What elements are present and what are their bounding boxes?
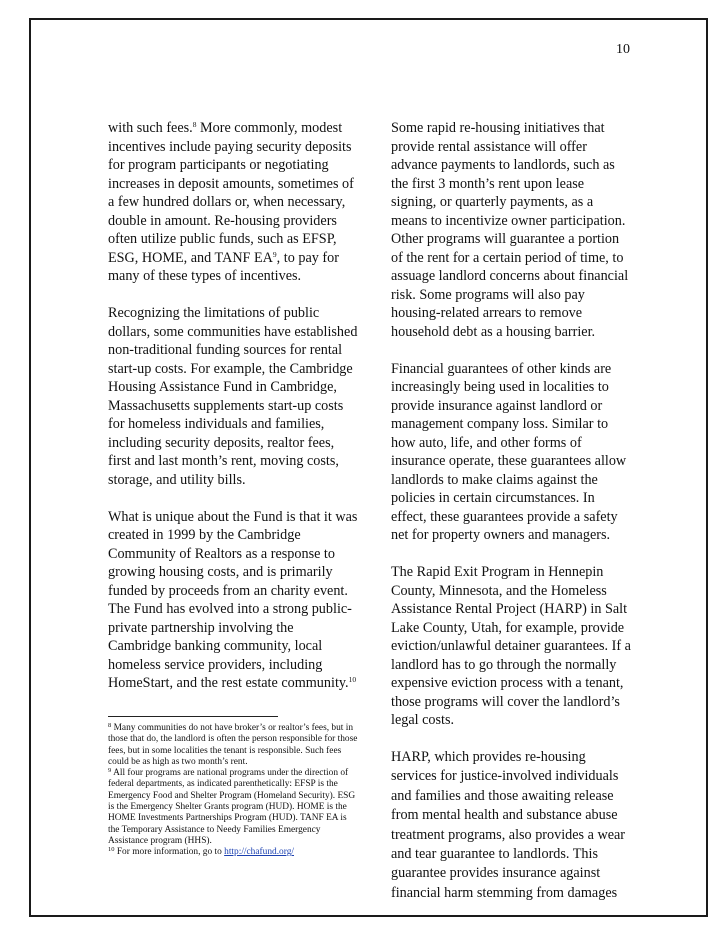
right-paragraph-3: The Rapid Exit Program in Hennepin County, Minnesota, and the Homeless Assistance Rental Project (HARP) in Salt Lake County, Utah, for example, provide eviction/unlawful detainer guarantees. If a landlord has to go through the normally expensive eviction process with a tenant, those programs will cover the landlord’s legal costs.	[391, 564, 631, 728]
right-column	[391, 119, 631, 922]
footnote-10: $^{10}$ For more information, go to http://chafund.org/	[108, 846, 294, 858]
footnote-divider	[108, 716, 278, 717]
right-paragraph-2: Financial guarantees of other kinds are increasingly being used in localities to provide insurance against landlord or management company loss. Similar to how auto, life, and other forms of insurance operate, these guarantees allow landlords to make claims against the policies in certain circumstances. In effect, these guarantees provide a safety net for property owners and managers.	[391, 360, 627, 543]
right-paragraph-4: HARP, which provides re-housing services for justice-involved individuals and families and those awaiting release from mental health and substance abuse treatment programs, also provides a wear and tear guarantee to landlords. This guarantee provides insurance against financial harm stemming from damages	[391, 749, 626, 901]
footnote-ref-8[interactable]: 8	[192, 120, 197, 129]
left-paragraph-3: What is unique about the Fund is that it was created in 1999 by the Cambridge Community of Realtors as a response to growing housing costs, and is primarily funded by proceeds from an charity event. The Fund has evolved into a strong public-private partnership involving the Cambridge banking community, local homeless service providers, including HomeStart, and the rest estate community.$^{10}$	[108, 508, 358, 691]
footnote-ref-10[interactable]: 10	[348, 675, 357, 684]
left-paragraph-1: with such fees.$^8$ More commonly, modest incentives include paying security deposits for program participants or negotiating increases in deposit amounts, sometimes of a few hundred dollars or, when necessary, double in amount. Re-housing providers often utilize public funds, such as EFSP, ESG, HOME, and TANF $EA^9$, to pay for many of these types of incentives.	[108, 120, 354, 284]
page-number: 10	[616, 42, 630, 57]
chafund-link[interactable]: http://chafund.org/	[224, 847, 294, 858]
footnotes	[108, 723, 360, 859]
footnote-8: $^8$ Many communities do not have broker’s or realtor’s fees, but in those that do, the landlord is often the person responsible for those fees, but in some localities the tenant is responsible. Such fees could be as high as two month’s rent.	[108, 722, 358, 767]
right-paragraph-1: Some rapid re-housing initiatives that provide rental assistance will offer advance payments to landlords, such as the first 3 month’s rent upon lease signing, or quarterly payments, as a means to incentivize owner participation. Other programs will guarantee a portion of the rent for a certain period of time, to assuage landlord concerns about financial risk. Some programs will also pay housing-related arrears to remove household debt as a housing barrier.	[391, 120, 629, 340]
footnote-9: $^9$ All four programs are national programs under the direction of federal departments, as indicated parenthetically: EFSP is the Emergency Food and Shelter Program (Homeland Security). ESG is the Emergency Shelter Grants program (HUD). HOME is the HOME Investments Partnerships Program (HUD). TANF EA is the Temporary Assistance to Needy Families Emergency Assistance program (HHS).	[108, 767, 356, 846]
left-paragraph-2: Recognizing the limitations of public dollars, some communities have established non-traditional funding sources for rental start-up costs. For example, the Cambridge Housing Assistance Fund in Cambridge, Massachusetts supplements start-up costs for homeless individuals and families, including security deposits, realtor fees, first and last month’s rent, moving costs, storage, and utility bills.	[108, 305, 358, 488]
left-column	[108, 119, 358, 711]
footnote-ref-9[interactable]: 9	[272, 249, 277, 259]
